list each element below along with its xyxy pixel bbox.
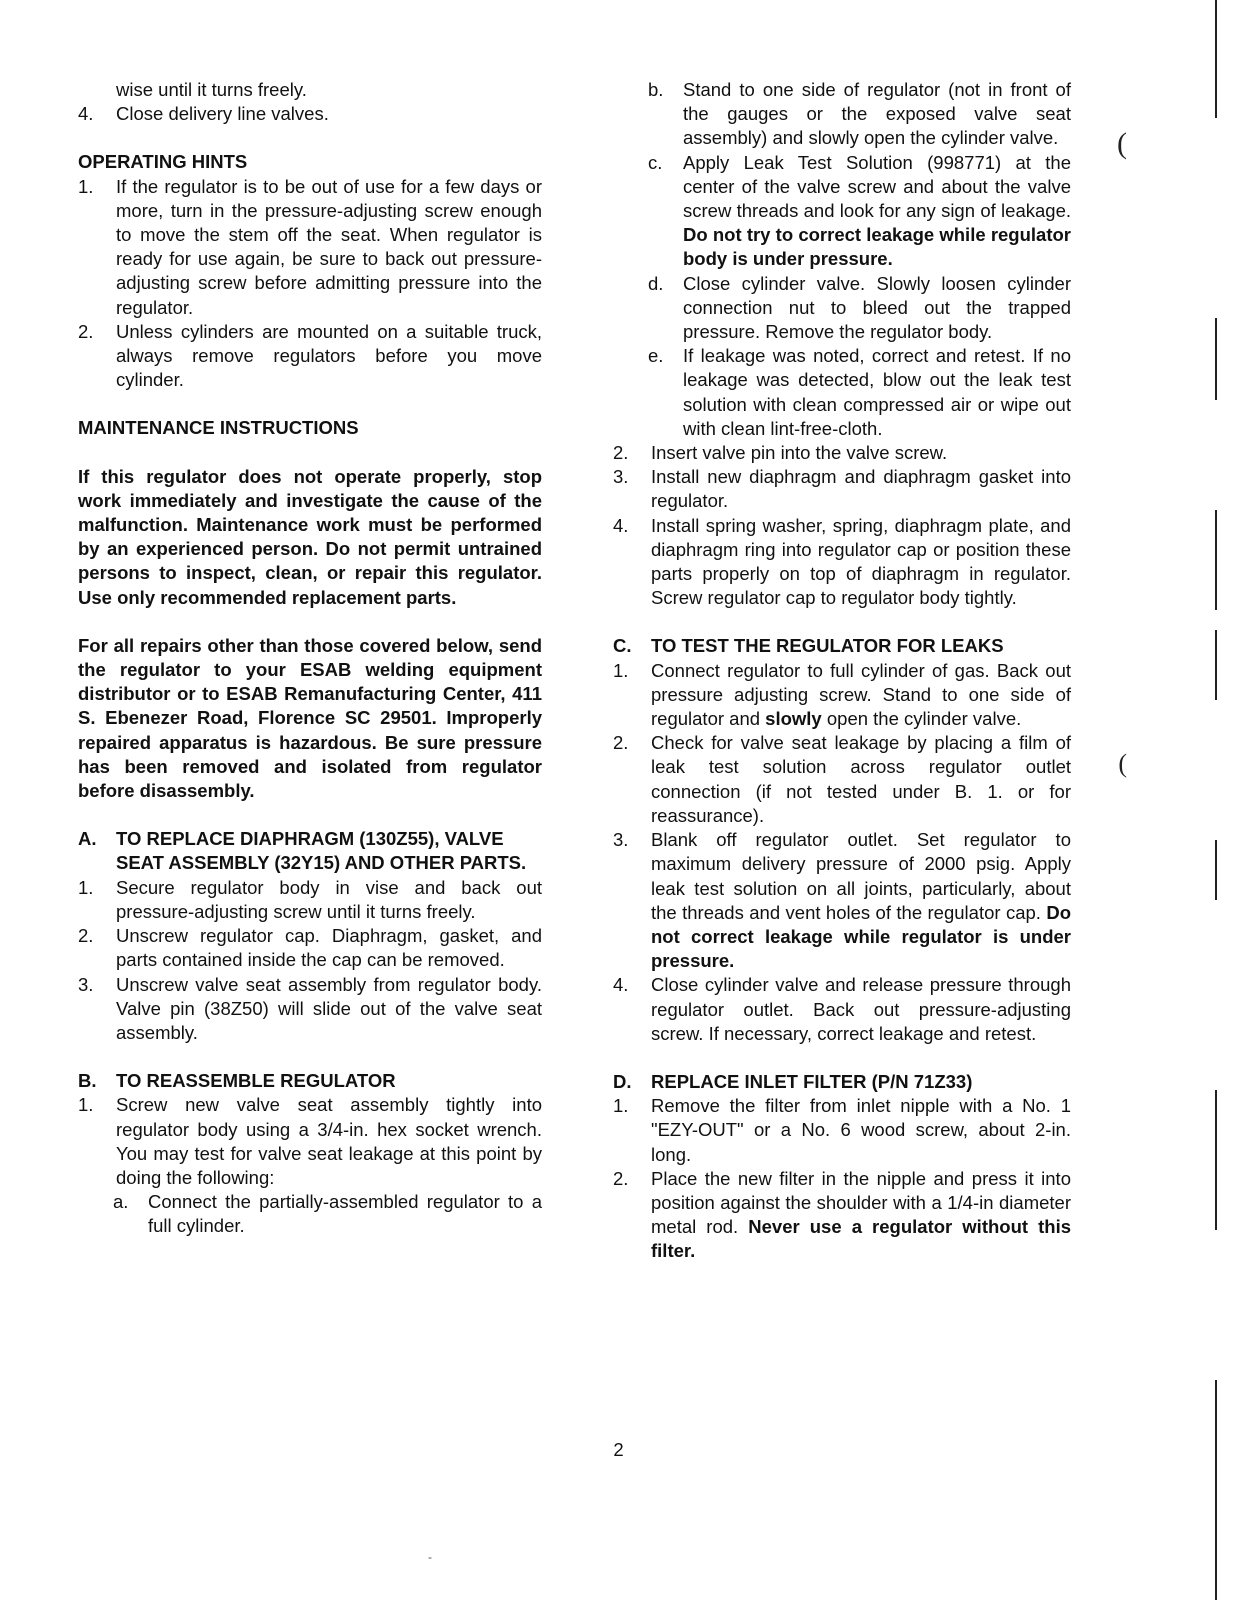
- item-text: Remove the filter from inlet nipple with a No. 1 "EZY-OUT" or a No. 6 wood screw, about 2-in. long.: [651, 1095, 1071, 1165]
- list-item: [613, 441, 1071, 465]
- sub-item-text: Apply Leak Test Solution (998771) at the center of the valve screw and about the valve screw threads and look for any sign of leakage.: [683, 151, 1071, 222]
- sub-item: [613, 78, 1071, 151]
- section-letter: A.: [78, 828, 97, 850]
- section-title: TO REASSEMBLE REGULATOR: [116, 1070, 396, 1092]
- item-text: Connect regulator to full cylinder of gas. Back out pressure adjusting screw. Stand to one side of regulator and: [651, 659, 1071, 730]
- scan-edge-mark: [1215, 0, 1217, 118]
- list-item: [613, 514, 1071, 611]
- page-number: 2: [613, 1439, 624, 1460]
- sub-item-letter: e.: [648, 345, 664, 367]
- operating-hints-heading: OPERATING HINTS: [78, 151, 248, 173]
- item-number: 3.: [613, 466, 629, 488]
- section-a-heading: [78, 827, 542, 875]
- right-column: [613, 78, 1071, 1264]
- warning-paragraph: If this regulator does not operate properly, stop work immediately and investigate the cause of the malfunction. Maintenance work must be performed by an experienced person. Do not permit untrained persons to inspect, clean, or repair this regulator. Use only recommended replacement parts.: [78, 465, 542, 608]
- item-number: 4.: [78, 103, 94, 125]
- item-bold-text: Do not correct leakage while regulator is under pressure.: [651, 901, 1072, 972]
- scan-speck: -: [428, 1550, 432, 1564]
- item-text: Place the new filter in the nipple and press it into position against the shoulder with a 1/4-in diameter metal rod.: [651, 1167, 1071, 1238]
- item-text: Unscrew valve seat assembly from regulator body. Valve pin (38Z50) will slide out of the valve seat assembly.: [116, 973, 542, 1043]
- list-item: [78, 1093, 542, 1190]
- item-text: Install new diaphragm and diaphragm gasket into regulator.: [651, 466, 1071, 512]
- sub-item-text: Connect the partially-assembled regulator to a full cylinder.: [148, 1191, 542, 1237]
- sub-item-text: Stand to one side of regulator (not in front of the gauges or the exposed valve seat assembly) and slowly open the cylinder valve.: [683, 79, 1071, 149]
- item-number: 2.: [613, 442, 629, 464]
- item-text: Close delivery line valves.: [116, 103, 329, 125]
- section-d-heading: [613, 1070, 1071, 1094]
- item-number: 4.: [613, 514, 629, 536]
- scan-edge-mark: [1215, 840, 1217, 900]
- scan-edge-mark: [1215, 510, 1217, 610]
- scan-edge-mark: [1215, 1380, 1217, 1600]
- scan-paren-mark: (: [1118, 749, 1127, 778]
- item-number: 1.: [78, 876, 94, 898]
- list-item: [613, 1094, 1071, 1167]
- repairs-paragraph: For all repairs other than those covered below, send the regulator to your ESAB welding equipment distributor or to ESAB Remanufacturing Center, 411 S. Ebenezer Road, Florence SC 29501. Improperly repaired apparatus is hazardous. Be sure pressure has been removed and isolated from regulator before disassembly.: [78, 634, 542, 802]
- sub-item: [78, 1190, 542, 1238]
- item-number: 1.: [78, 175, 94, 197]
- section-letter: D.: [613, 1070, 632, 1092]
- section-b-heading: [78, 1069, 542, 1093]
- list-item: [78, 175, 542, 320]
- section-c-heading: [613, 634, 1071, 658]
- item-text: Unscrew regulator cap. Diaphragm, gasket, and parts contained inside the cap can be removed.: [116, 925, 542, 971]
- item-number: 1.: [613, 1095, 629, 1117]
- list-item: [613, 828, 1071, 973]
- scan-edge-mark: [1215, 318, 1217, 400]
- sub-item-bold-text: Do not try to correct leakage while regulator body is under pressure.: [683, 224, 1071, 270]
- list-item: [613, 465, 1071, 513]
- item-text-end: open the cylinder valve.: [826, 708, 1022, 730]
- sub-item: [613, 344, 1071, 441]
- item-number: 1.: [613, 659, 629, 681]
- left-column: [78, 78, 542, 1239]
- sub-item-text: If leakage was noted, correct and retest. If no leakage was detected, blow out the leak test solution with clean compressed air or wipe out with clean lint-free-cloth.: [683, 345, 1071, 439]
- sub-item: [613, 272, 1071, 345]
- item-text: Blank off regulator outlet. Set regulator to maximum delivery pressure of 2000 psig. Apply leak test solution on all joints, particularly, about the threads and vent holes of the regulator cap.: [651, 829, 1071, 923]
- item-number: 3.: [78, 973, 94, 995]
- list-item: [613, 731, 1071, 828]
- item-number: 2.: [613, 1167, 629, 1189]
- item-text: Screw new valve seat assembly tightly into regulator body using a 3/4-in. hex socket wrench. You may test for valve seat leakage at this point by doing the following:: [116, 1094, 542, 1188]
- item-number: 2.: [613, 732, 629, 754]
- item-text: If the regulator is to be out of use for a few days or more, turn in the pressure-adjusting screw enough to move the stem off the seat. When regulator is ready for use again, be sure to back out pressure-adjusting screw before admitting pressure into the regulator.: [116, 175, 542, 318]
- item-number: 2.: [78, 320, 94, 342]
- list-item: [613, 973, 1071, 1046]
- section-letter: B.: [78, 1070, 97, 1092]
- list-item: [78, 924, 542, 972]
- item-bold-text: slowly: [765, 708, 822, 730]
- sub-item-letter: b.: [648, 79, 664, 100]
- section-title: TO TEST THE REGULATOR FOR LEAKS: [651, 635, 1004, 657]
- item-text: Secure regulator body in vise and back out pressure-adjusting screw until it turns freely.: [116, 876, 542, 922]
- list-item: [613, 659, 1071, 732]
- list-item: [613, 1167, 1071, 1264]
- scan-edge-mark: [1215, 1090, 1217, 1230]
- maintenance-heading: MAINTENANCE INSTRUCTIONS: [78, 417, 359, 439]
- item-number: 1.: [78, 1094, 94, 1116]
- sub-item-letter: c.: [648, 151, 663, 173]
- list-item: [78, 102, 542, 126]
- list-item: [78, 320, 542, 393]
- scan-paren-mark: (: [1117, 127, 1127, 160]
- sub-item-letter: a.: [113, 1191, 129, 1213]
- item-text: Check for valve seat leakage by placing a film of leak test solution across regulator outlet connection (if not tested under B. 1. or for reassurance).: [651, 732, 1071, 826]
- item-text: Close cylinder valve and release pressure through regulator outlet. Back out pressure-adjusting screw. If necessary, correct leakage and retest.: [651, 974, 1071, 1044]
- item-number: 4.: [613, 974, 629, 996]
- section-title: TO REPLACE DIAPHRAGM (130Z55), VALVE SEAT ASSEMBLY (32Y15) AND OTHER PARTS.: [116, 828, 527, 874]
- item-text: Unless cylinders are mounted on a suitable truck, always remove regulators before you move cylinder.: [116, 320, 542, 391]
- section-letter: C.: [613, 635, 632, 657]
- sub-item-text: Close cylinder valve. Slowly loosen cylinder connection nut to bleed out the trapped pressure. Remove the regulator body.: [683, 272, 1071, 343]
- item-number: 3.: [613, 829, 629, 851]
- section-title: REPLACE INLET FILTER (P/N 71Z33): [651, 1070, 973, 1092]
- list-item: [78, 973, 542, 1046]
- list-item: [78, 876, 542, 924]
- item-text: Install spring washer, spring, diaphragm plate, and diaphragm ring into regulator cap or position these parts properly on top of diaphragm in regulator. Screw regulator cap to regulator body tightly.: [651, 514, 1071, 609]
- sub-item-letter: d.: [648, 272, 664, 294]
- sub-item: [613, 151, 1071, 272]
- item-number: 2.: [78, 925, 94, 947]
- item-bold-text: Never use a regulator without this filter.: [651, 1216, 1071, 1262]
- continued-text: wise until it turns freely.: [116, 79, 307, 100]
- item-text: Insert valve pin into the valve screw.: [651, 442, 948, 464]
- scan-edge-mark: [1215, 630, 1217, 700]
